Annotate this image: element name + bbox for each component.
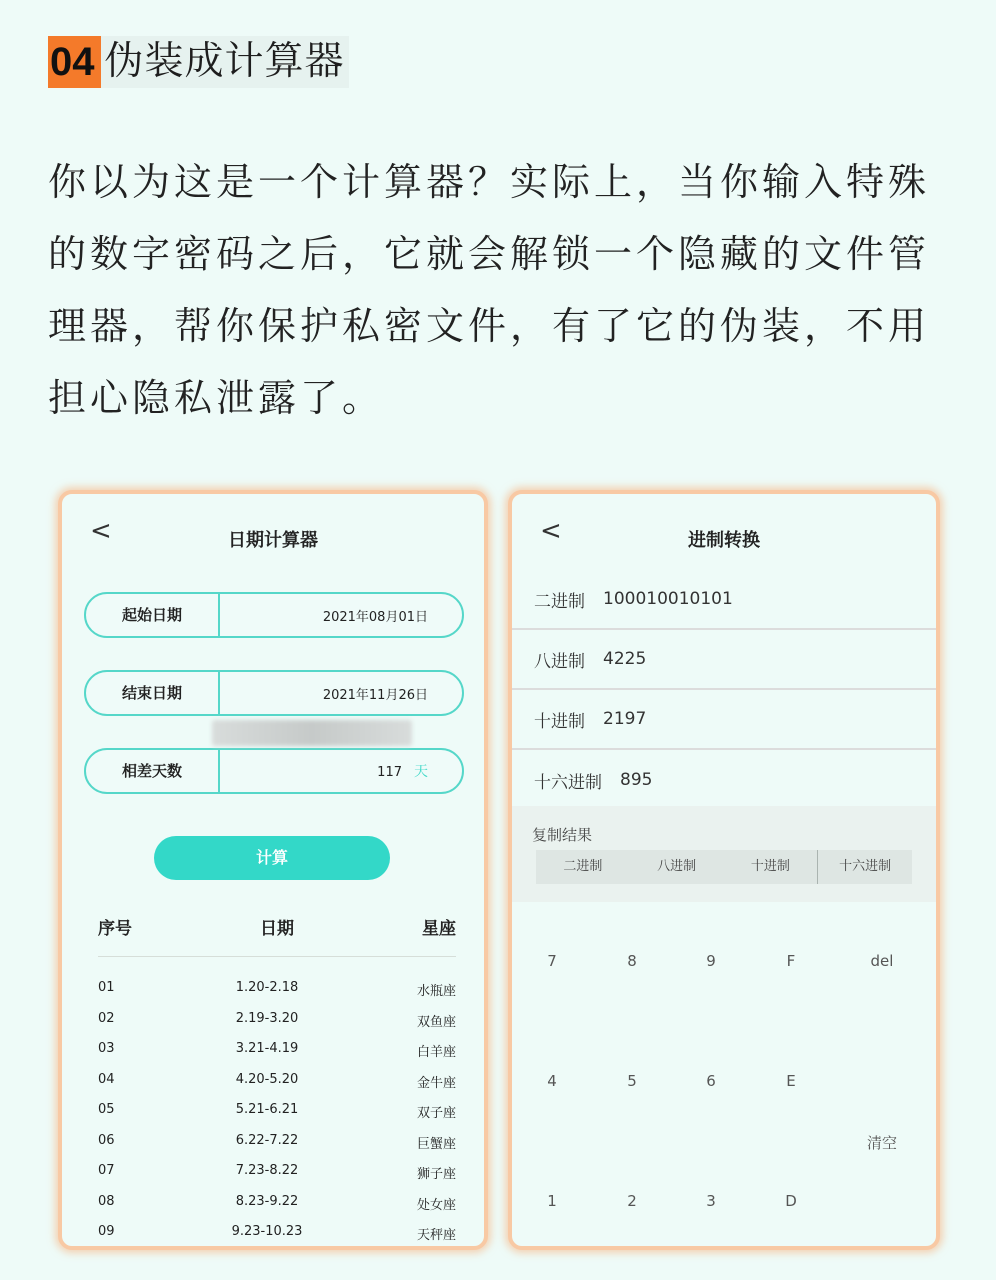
key-2[interactable]: 2 bbox=[627, 1192, 637, 1210]
key-3[interactable]: 3 bbox=[706, 1192, 716, 1210]
day-diff-value bbox=[220, 761, 462, 781]
decimal-value[interactable]: 2197 bbox=[603, 709, 647, 729]
row-date-range: 8.23-9.22 bbox=[235, 1193, 299, 1209]
screen-title: 进制转换 bbox=[688, 530, 760, 551]
table-row bbox=[98, 1011, 456, 1042]
hex-label: 十六进制 bbox=[534, 772, 602, 793]
date-calculator-screenshot bbox=[58, 490, 488, 1250]
screen-title: 日期计算器 bbox=[228, 530, 318, 551]
octal-label: 八进制 bbox=[534, 651, 585, 672]
header-date: 日期 bbox=[260, 919, 294, 939]
row-index: 07 bbox=[98, 1163, 115, 1178]
table-row bbox=[98, 980, 456, 1011]
table-row bbox=[98, 1194, 456, 1225]
row-index: 03 bbox=[98, 1041, 115, 1056]
binary-value[interactable]: 100010010101 bbox=[603, 589, 733, 609]
binary-label: 二进制 bbox=[534, 591, 585, 612]
intro-paragraph: 你以为这是一个计算器？实际上，当你输入特殊的数字密码之后，它就会解锁一个隐藏的文件管理器，帮你保护私密文件，有了它的伪装，不用担心隐私泄露了。 bbox=[48, 160, 931, 420]
copy-binary-button[interactable]: 二进制 bbox=[563, 859, 603, 874]
key-clear[interactable]: 清空 bbox=[866, 1134, 897, 1152]
row-index: 04 bbox=[98, 1071, 115, 1087]
row-sign: 双鱼座 bbox=[416, 1014, 456, 1030]
copy-results-label: 复制结果 bbox=[532, 826, 593, 844]
key-7[interactable]: 7 bbox=[547, 952, 557, 970]
hex-row[interactable] bbox=[512, 750, 936, 810]
decimal-row[interactable] bbox=[512, 690, 936, 750]
day-diff-number: 117 bbox=[377, 765, 402, 780]
table-row bbox=[98, 1163, 456, 1194]
binary-row[interactable] bbox=[512, 570, 936, 630]
copy-results-panel bbox=[512, 806, 936, 902]
row-date-range: 9.23-10.23 bbox=[231, 1224, 303, 1239]
back-icon[interactable]: < bbox=[540, 516, 562, 546]
copy-decimal-button[interactable]: 十进制 bbox=[750, 859, 790, 874]
row-sign: 双子座 bbox=[416, 1106, 456, 1121]
table-row bbox=[98, 1224, 456, 1250]
table-row bbox=[98, 1102, 456, 1133]
day-diff-label: 相差天数 bbox=[86, 750, 220, 792]
start-date-field[interactable] bbox=[84, 592, 464, 638]
key-del[interactable]: del bbox=[870, 952, 894, 970]
keypad bbox=[512, 902, 936, 1246]
row-date-range: 4.20-5.20 bbox=[235, 1071, 299, 1087]
row-index: 08 bbox=[98, 1193, 115, 1209]
key-6[interactable]: 6 bbox=[706, 1072, 716, 1090]
key-f[interactable]: F bbox=[786, 952, 796, 970]
row-sign: 巨蟹座 bbox=[416, 1136, 456, 1152]
start-date-value[interactable]: 2021年08月01日 bbox=[322, 609, 428, 625]
row-index: 05 bbox=[98, 1102, 115, 1117]
table-divider bbox=[98, 956, 456, 957]
row-index: 02 bbox=[98, 1010, 115, 1026]
day-diff-field bbox=[84, 748, 464, 794]
row-sign: 天秤座 bbox=[416, 1228, 456, 1243]
base-converter-screenshot bbox=[508, 490, 940, 1250]
table-row bbox=[98, 1072, 456, 1103]
key-d[interactable]: D bbox=[785, 1192, 797, 1210]
key-5[interactable]: 5 bbox=[627, 1072, 637, 1090]
row-date-range: 1.20-2.18 bbox=[235, 980, 299, 995]
end-date-label: 结束日期 bbox=[86, 672, 220, 714]
row-date-range: 6.22-7.22 bbox=[235, 1132, 299, 1148]
start-date-label: 起始日期 bbox=[86, 594, 220, 636]
copy-hex-button[interactable]: 十六进制 bbox=[817, 850, 912, 884]
copy-tabs bbox=[536, 850, 912, 884]
row-date-range: 2.19-3.20 bbox=[235, 1010, 299, 1026]
section-heading bbox=[48, 36, 349, 88]
end-date-value[interactable]: 2021年11月26日 bbox=[322, 687, 428, 703]
hex-value[interactable]: 895 bbox=[620, 770, 653, 790]
row-sign: 白羊座 bbox=[416, 1045, 456, 1060]
key-1[interactable]: 1 bbox=[547, 1192, 557, 1210]
row-sign: 处女座 bbox=[416, 1197, 456, 1213]
octal-value[interactable]: 4225 bbox=[603, 649, 647, 669]
day-unit: 天 bbox=[414, 764, 428, 780]
row-sign: 狮子座 bbox=[416, 1167, 456, 1182]
row-index: 09 bbox=[98, 1224, 115, 1239]
table-row bbox=[98, 1133, 456, 1164]
row-date-range: 5.21-6.21 bbox=[235, 1102, 299, 1117]
section-number: 04 bbox=[48, 36, 101, 88]
header-sign: 星座 bbox=[422, 919, 456, 939]
decimal-label: 十进制 bbox=[534, 711, 585, 732]
key-8[interactable]: 8 bbox=[627, 952, 637, 970]
table-row bbox=[98, 1041, 456, 1072]
back-icon[interactable]: < bbox=[90, 516, 112, 546]
zodiac-table-header bbox=[98, 914, 456, 939]
row-date-range: 3.21-4.19 bbox=[235, 1041, 299, 1056]
octal-row[interactable] bbox=[512, 630, 936, 690]
header-index: 序号 bbox=[98, 919, 132, 939]
key-e[interactable]: E bbox=[786, 1072, 796, 1090]
key-4[interactable]: 4 bbox=[547, 1072, 557, 1090]
row-sign: 水瓶座 bbox=[416, 984, 456, 999]
row-sign: 金牛座 bbox=[416, 1075, 456, 1091]
copy-octal-button[interactable]: 八进制 bbox=[657, 859, 697, 874]
zodiac-table bbox=[98, 980, 456, 1250]
end-date-field[interactable] bbox=[84, 670, 464, 716]
watermark-blur bbox=[212, 720, 412, 746]
calculate-button[interactable]: 计算 bbox=[154, 836, 390, 880]
key-9[interactable]: 9 bbox=[706, 952, 716, 970]
row-date-range: 7.23-8.22 bbox=[235, 1163, 299, 1178]
section-title: 伪装成计算器 bbox=[101, 36, 349, 88]
row-index: 06 bbox=[98, 1132, 115, 1148]
row-index: 01 bbox=[98, 980, 115, 995]
